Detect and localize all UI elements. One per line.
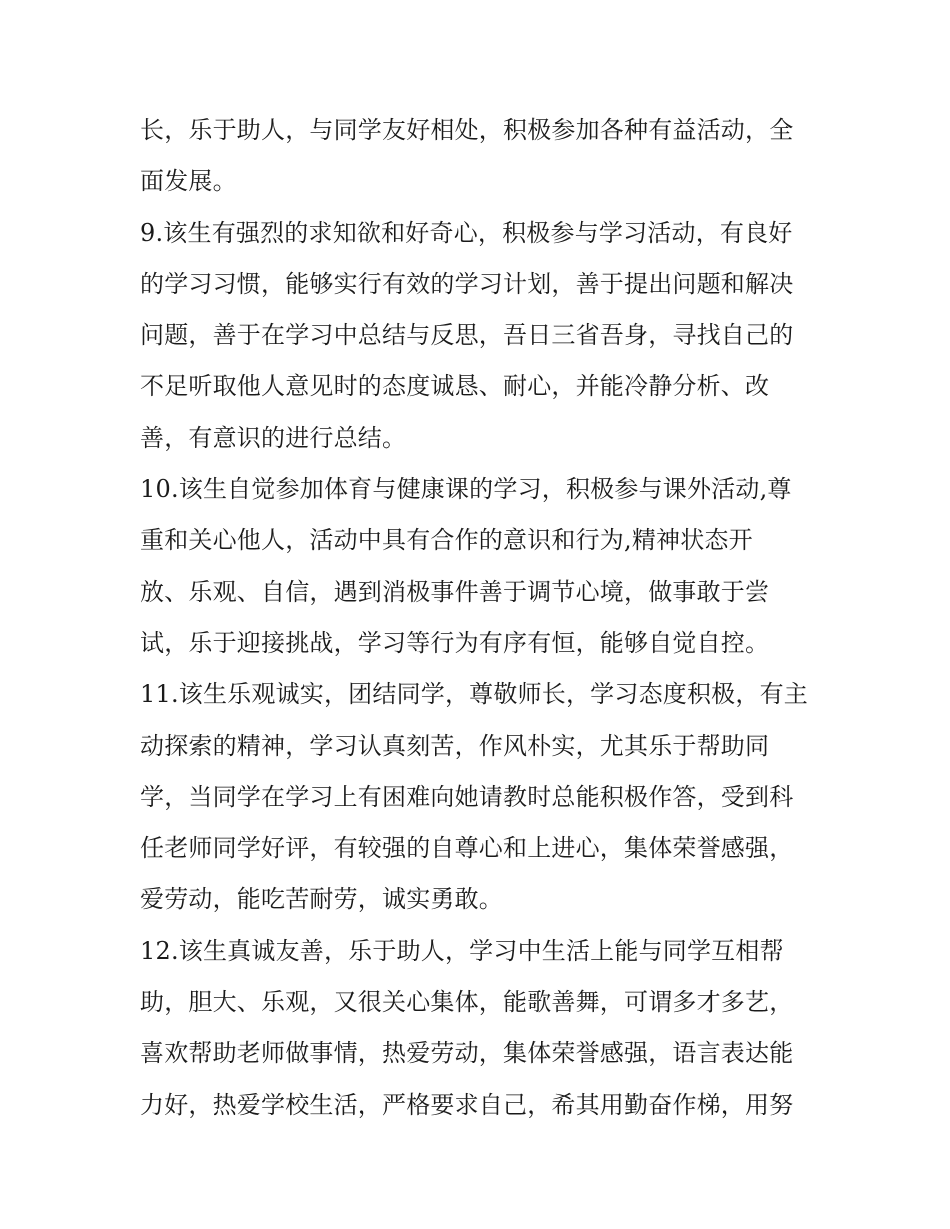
text-line: 的学习习惯，能够实行有效的学习计划，善于提出问题和解决 [140,269,794,298]
text-line: 不足听取他人意见时的态度诚恳、耐心，并能冷静分析、改 [140,372,770,401]
text-line: 长，乐于助人，与同学友好相处，积极参加各种有益活动，全 [140,116,794,144]
text-line: 喜欢帮助老师做事情，热爱劳动，集体荣誉感强，语言表达能 [140,1039,794,1068]
text-line: 10.该生自觉参加体育与健康课的学习，积极参与课外活动,尊 [140,475,792,504]
text-line: 试，乐于迎接挑战，学习等行为有序有恒，能够自觉自控。 [140,628,770,657]
text-line: 力好，热爱学校生活，严格要求自己，希其用勤奋作梯，用努 [140,1090,794,1119]
text-line: 11.该生乐观诚实，团结同学，尊敬师长，学习态度积极，有主 [140,680,808,709]
text-line: 爱劳动，能吃苦耐劳，诚实勇敢。 [140,885,503,914]
text-line: 12.该生真诚友善，乐于助人，学习中生活上能与同学互相帮 [140,936,784,965]
body-text [140,105,830,1131]
text-line: 问题，善于在学习中总结与反思，吾日三省吾身，寻找自己的 [140,321,794,350]
text-line: 9.该生有强烈的求知欲和好奇心，积极参与学习活动，有良好 [140,218,793,247]
text-line: 面发展。 [140,167,237,196]
text-line: 助，胆大、乐观，又很关心集体，能歌善舞，可谓多才多艺， [140,988,794,1017]
text-line: 任老师同学好评，有较强的自尊心和上进心，集体荣誉感强， [140,834,794,863]
text-line: 善，有意识的进行总结。 [140,423,407,452]
text-line: 放、乐观、自信，遇到消极事件善于调节心境，做事敢于尝 [140,577,770,606]
text-line: 重和关心他人，活动中具有合作的意识和行为,精神状态开 [140,526,753,555]
text-line: 学，当同学在学习上有困难向她请教时总能积极作答，受到科 [140,782,794,811]
text-line: 动探索的精神，学习认真刻苦，作风朴实，尤其乐于帮助同 [140,731,770,760]
